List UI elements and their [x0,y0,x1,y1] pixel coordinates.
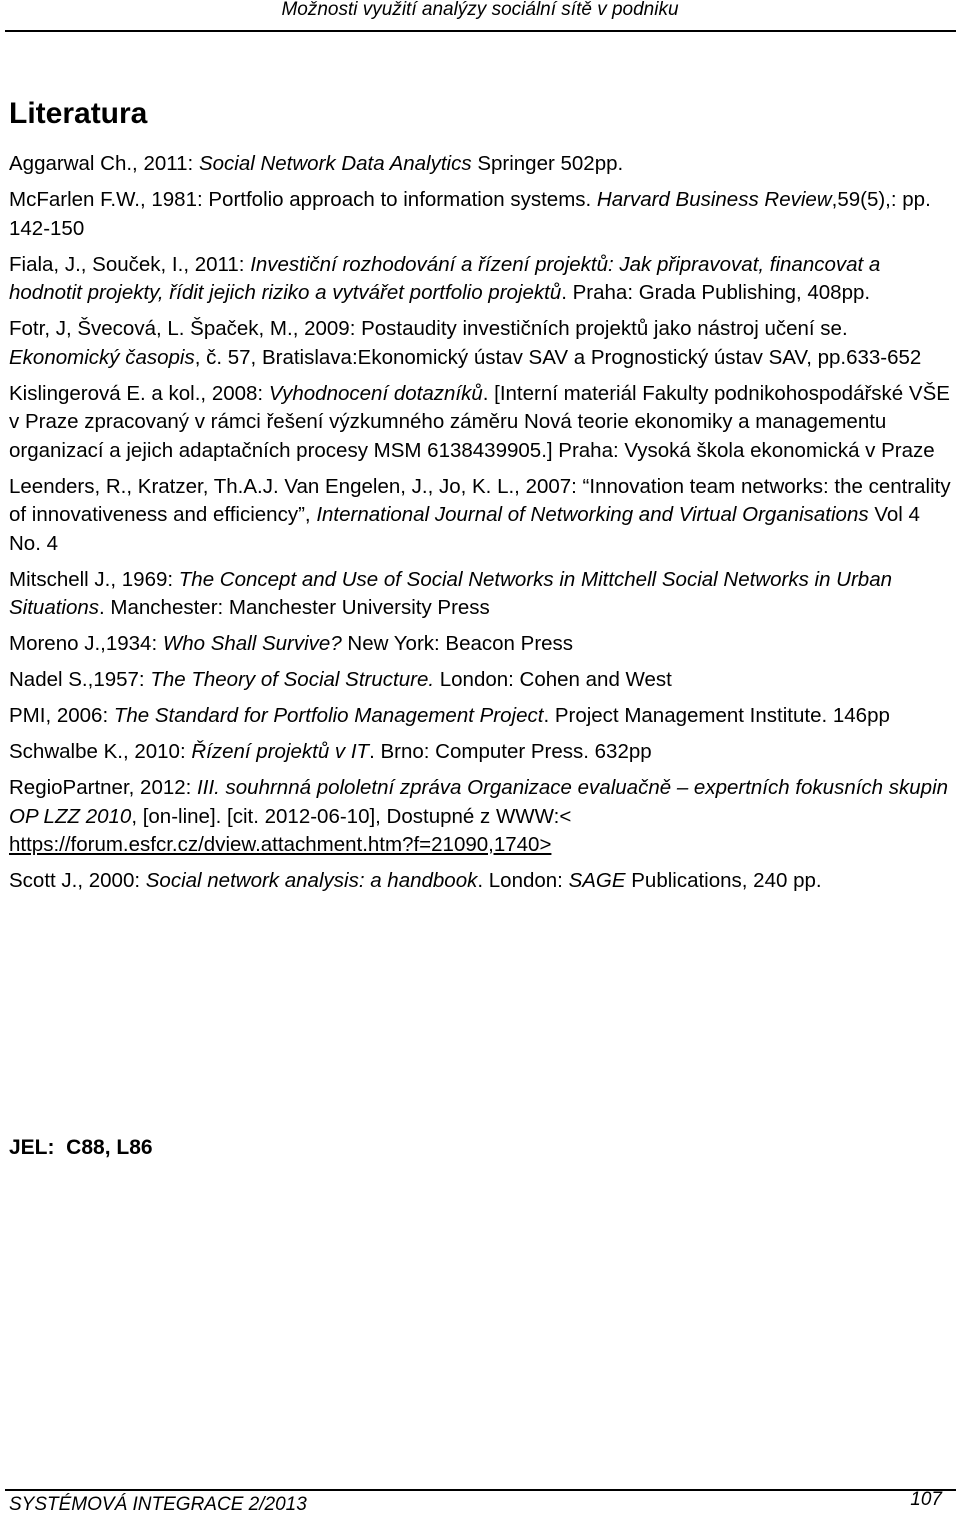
reference-italic-text: III. souhrnná pololetní zpráva Organizace evaluačně – expertních fokusních skupin OP LZZ 2010 [9,776,949,828]
reference-text: Publications, 240 pp. [625,869,822,892]
reference-italic-text: Who Shall Survive? [162,632,342,655]
reference-text: RegioPartner, 2012: [9,776,198,799]
reference-item [9,867,954,896]
reference-text: . Praha: Grada Publishing, 408pp. [561,281,871,304]
reference-italic-text: SAGE [568,869,626,892]
reference-text: . Project Management Institute. 146pp [543,704,890,727]
reference-item [9,251,954,308]
reference-item [9,186,954,243]
reference-italic-text: Social Network Data Analytics [198,152,472,175]
reference-item [9,473,954,559]
reference-text: Leenders, R., Kratzer, Th.A.J. Van Engelen, J., Jo, K. L., 2007: “Innovation team networks: the centrality of innovativeness and efficiency”, [9,474,951,526]
reference-text: . Brno: Computer Press. 632pp [369,740,652,763]
reference-italic-text: Harvard Business Review [596,188,832,211]
reference-text: Aggarwal Ch., 2011: [9,152,199,175]
reference-italic-text: International Journal of Networking and Virtual Organisations [316,503,869,526]
reference-text: PMI, 2006: [9,704,114,727]
reference-italic-text: The Theory of Social Structure. [150,668,435,691]
reference-text: . Manchester: Manchester University Press [99,596,490,619]
reference-item [9,150,954,179]
reference-italic-text: Ekonomický časopis [9,345,195,369]
reference-link[interactable]: https://forum.esfcr.cz/dview.attachment.htm?f=21090,1740> [9,833,552,856]
reference-item [9,630,954,659]
section-title: Literatura [9,97,148,130]
reference-text: Fotr, J, Švecová, L. Špaček, M., 2009: Postaudity investičních projektů jako nástroj učení se. [9,317,848,340]
reference-text: McFarlen F.W., 1981: Portfolio approach to information systems. [9,188,597,211]
reference-item [9,738,954,767]
reference-item [9,315,954,372]
reference-text: London: Cohen and West [434,668,672,691]
reference-italic-text: Investiční rozhodování a řízení projektů: Jak připravovat, financovat a hodnotit projekty, řídit jejich riziko a vytvářet portfolio projektů [9,252,881,304]
reference-item [9,380,954,466]
page-number: 107 [910,1489,942,1510]
reference-text: , č. 57, Bratislava:Ekonomický ústav SAV a Prognostický ústav SAV, pp.633-652 [194,345,922,369]
reference-text: Kislingerová E. a kol., 2008: [9,381,269,405]
reference-item [9,702,954,731]
reference-item [9,566,954,623]
reference-italic-text: Vyhodnocení dotazníků [268,381,483,405]
reference-text: New York: Beacon Press [341,632,574,655]
reference-text: Moreno J.,1934: [9,632,163,655]
reference-text: . [Interní materiál Fakulty podnikohospodářské VŠE v Praze zpracovaný v rámci řešení výzkumného záměru Nová teorie ekonomiky a managementu organizací a jejich adaptačních procesy MSM 6138439905.] Praha: Vysoká škola ekonomická v Praze [9,381,950,462]
reference-text: , [on-line]. [cit. 2012-06-10], Dostupné z WWW:< [131,804,572,828]
reference-list [9,150,954,903]
footer-rule [5,1489,956,1491]
reference-italic-text: Social network analysis: a handbook [145,869,478,892]
reference-text: . London: [477,869,569,892]
reference-text: Mitschell J., 1969: [9,567,179,591]
reference-text: Schwalbe K., 2010: [9,740,192,763]
jel-codes: JEL: C88, L86 [9,1136,153,1159]
running-header: Možnosti využití analýzy sociální sítě v podniku [281,0,679,20]
reference-text: Fiala, J., Souček, I., 2011: [9,252,251,276]
reference-italic-text: Řízení projektů v IT [191,740,370,763]
reference-text: Springer 502pp. [471,152,624,175]
reference-italic-text: The Concept and Use of Social Networks in Mittchell Social Networks in Urban Situations [9,567,893,619]
reference-italic-text: The Standard for Portfolio Management Project [113,704,544,727]
header-rule [5,30,956,32]
reference-item [9,666,954,695]
reference-text: Vol 4 No. 4 [9,503,920,555]
reference-text: ,59(5),: pp. 142-150 [9,188,931,240]
reference-text: Scott J., 2000: [9,869,146,892]
reference-text: Nadel S.,1957: [9,668,151,691]
journal-name: SYSTÉMOVÁ INTEGRACE 2/2013 [9,1494,307,1515]
reference-item [9,774,954,860]
